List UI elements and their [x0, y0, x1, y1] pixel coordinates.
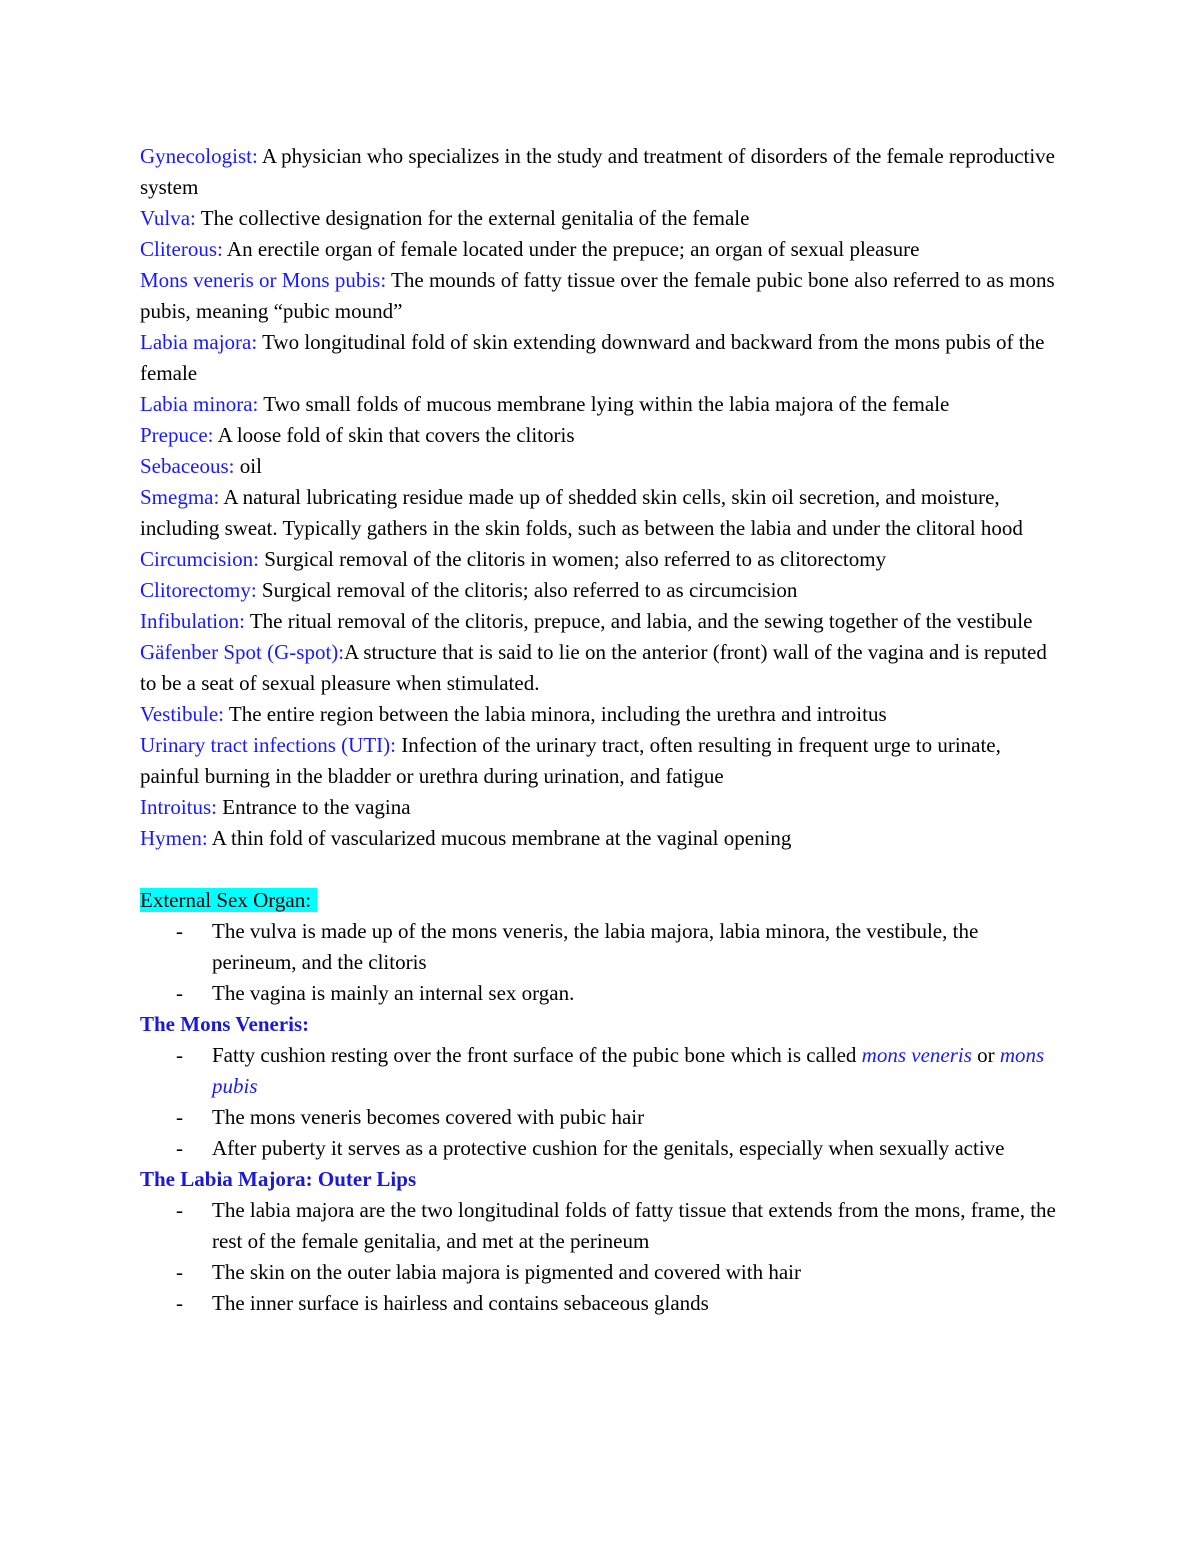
definition-entry	[140, 730, 1060, 792]
definition-term: Gäfenber Spot (G-spot):	[140, 640, 345, 664]
dash-bullet: -	[176, 1105, 183, 1129]
list-item	[140, 916, 1060, 978]
list-item	[140, 1102, 1060, 1133]
definition-term: Mons veneris or Mons pubis:	[140, 268, 387, 292]
definition-text: Infection of the urinary tract, often resulting in frequent urge to urinate, painful burning in the bladder or urethra during urination, and fatigue	[140, 733, 1001, 788]
document-body	[140, 141, 1060, 1319]
definition-term: Hymen:	[140, 826, 208, 850]
list-item-text: The inner surface is hairless and contains sebaceous glands	[212, 1291, 709, 1315]
dash-bullet: -	[176, 981, 183, 1005]
definition-entry	[140, 234, 1060, 265]
definition-term: Sebaceous:	[140, 454, 235, 478]
dash-bullet: -	[176, 1043, 183, 1067]
list-item-text: The vagina is mainly an internal sex organ.	[212, 981, 575, 1005]
list-item-text: The skin on the outer labia majora is pigmented and covered with hair	[212, 1260, 801, 1284]
dash-bullet: -	[176, 1291, 183, 1315]
definition-entry	[140, 203, 1060, 234]
dash-bullet: -	[176, 1136, 183, 1160]
mons-section-list	[140, 1040, 1060, 1164]
definition-text: Surgical removal of the clitoris; also referred to as circumcision	[256, 578, 798, 602]
list-item	[140, 1288, 1060, 1319]
definition-entry	[140, 389, 1060, 420]
definition-term: Vestibule:	[140, 702, 224, 726]
definition-entry	[140, 823, 1060, 854]
definition-text: Entrance to the vagina	[217, 795, 411, 819]
blank-line	[140, 854, 1060, 885]
text-run: or	[971, 1043, 1000, 1067]
definition-text: Two longitudinal fold of skin extending downward and backward from the mons pubis of the female	[140, 330, 1045, 385]
definition-term: Urinary tract infections (UTI):	[140, 733, 396, 757]
definition-term: Gynecologist:	[140, 144, 258, 168]
mons-section-title: The Mons Veneris:	[140, 1012, 310, 1036]
list-item	[140, 1040, 1060, 1102]
definition-text: Surgical removal of the clitoris in women; also referred to as clitorectomy	[259, 547, 887, 571]
list-item	[140, 1133, 1060, 1164]
external-section-title	[140, 885, 1060, 916]
definition-term: Vulva:	[140, 206, 196, 230]
definition-text: The collective designation for the external genitalia of the female	[195, 206, 750, 230]
definition-term: Labia majora:	[140, 330, 258, 354]
list-item	[140, 1195, 1060, 1257]
definition-term: Labia minora:	[140, 392, 259, 416]
definition-entry	[140, 606, 1060, 637]
list-item-text: After puberty it serves as a protective cushion for the genitals, especially when sexually active	[212, 1136, 1005, 1160]
definition-text: A thin fold of vascularized mucous membrane at the vaginal opening	[207, 826, 792, 850]
definition-text: oil	[234, 454, 262, 478]
list-item-text: The vulva is made up of the mons veneris, the labia majora, labia minora, the vestibule, the perineum, and the clitoris	[212, 919, 979, 974]
highlighted-heading: External Sex Organ:	[140, 888, 317, 912]
definition-entry	[140, 327, 1060, 389]
definition-entry	[140, 141, 1060, 203]
definition-text: The ritual removal of the clitoris, prepuce, and labia, and the sewing together of the vestibule	[244, 609, 1033, 633]
definition-entry	[140, 699, 1060, 730]
list-item-text	[212, 1043, 1044, 1098]
dash-bullet: -	[176, 1260, 183, 1284]
definition-text: The entire region between the labia minora, including the urethra and introitus	[224, 702, 887, 726]
text-run: Fatty cushion resting over the front surface of the pubic bone which is called	[212, 1043, 862, 1067]
list-item	[140, 1257, 1060, 1288]
italic-term: mons pubis	[212, 1043, 1045, 1098]
definition-term: Introitus:	[140, 795, 217, 819]
external-section-list	[140, 916, 1060, 1009]
definition-entry	[140, 792, 1060, 823]
italic-term: mons veneris	[861, 1043, 972, 1067]
definition-text: A structure that is said to lie on the anterior (front) wall of the vagina and is reputed to be a seat of sexual pleasure when stimulated.	[140, 640, 1047, 695]
definition-entry	[140, 575, 1060, 606]
definition-entry	[140, 544, 1060, 575]
definition-entry	[140, 420, 1060, 451]
definition-text: A natural lubricating residue made up of shedded skin cells, skin oil secretion, and moisture, including sweat. Typically gathers in the skin folds, such as between the labia and under the clitoral hood	[140, 485, 1023, 540]
dash-bullet: -	[176, 1198, 183, 1222]
definition-text: The mounds of fatty tissue over the female pubic bone also referred to as mons pubis, meaning “pubic mound”	[140, 268, 1055, 323]
definition-term: Clitorectomy:	[140, 578, 257, 602]
definition-text: A physician who specializes in the study and treatment of disorders of the female reproductive system	[140, 144, 1056, 199]
labia-section-title: The Labia Majora: Outer Lips	[140, 1167, 417, 1191]
definition-text: A loose fold of skin that covers the clitoris	[213, 423, 575, 447]
list-item	[140, 978, 1060, 1009]
definition-term: Circumcision:	[140, 547, 259, 571]
definition-term: Prepuce:	[140, 423, 214, 447]
definition-term: Cliterous:	[140, 237, 223, 261]
definition-text: An erectile organ of female located under the prepuce; an organ of sexual pleasure	[222, 237, 920, 261]
definitions-list	[140, 141, 1060, 854]
definition-entry	[140, 451, 1060, 482]
dash-bullet: -	[176, 919, 183, 943]
definition-entry	[140, 637, 1060, 699]
definition-term: Smegma:	[140, 485, 220, 509]
definition-term: Infibulation:	[140, 609, 245, 633]
definition-entry	[140, 482, 1060, 544]
labia-section-list	[140, 1195, 1060, 1319]
definition-entry	[140, 265, 1060, 327]
definition-text: Two small folds of mucous membrane lying within the labia majora of the female	[258, 392, 950, 416]
list-item-text: The mons veneris becomes covered with pubic hair	[212, 1105, 645, 1129]
list-item-text: The labia majora are the two longitudinal folds of fatty tissue that extends from the mons, frame, the rest of the female genitalia, and met at the perineum	[212, 1198, 1056, 1253]
